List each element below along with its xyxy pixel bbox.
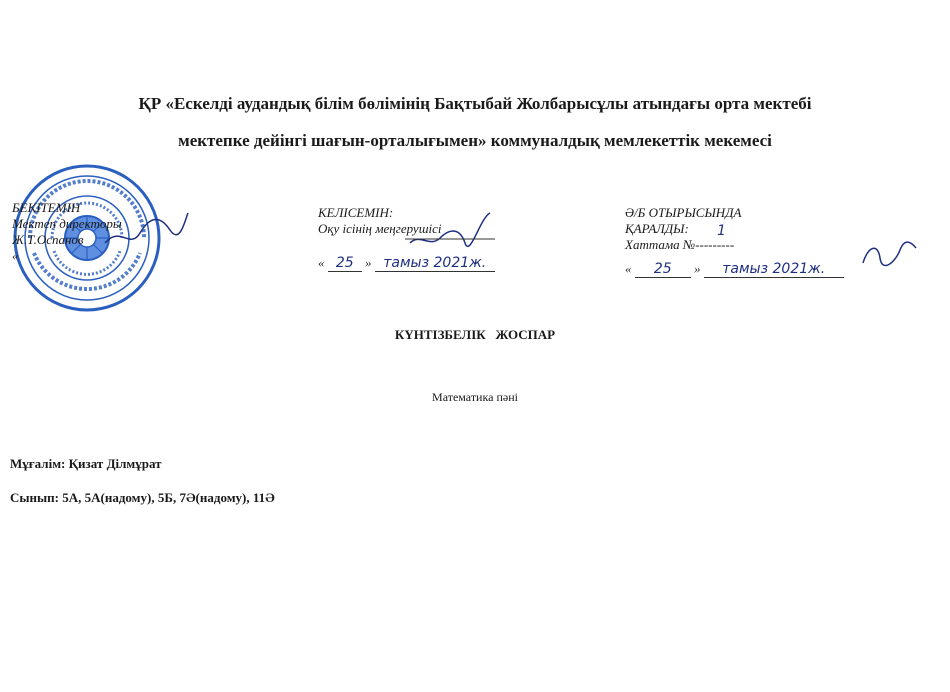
approve-name: Ж.Т.Оспанов	[12, 232, 84, 247]
meeting-block	[625, 205, 844, 278]
meeting-title: Ә/Б ОТЫРЫСЫНДА	[625, 205, 742, 220]
agree-role: Оқу ісінің меңгерушісі	[318, 221, 442, 236]
header-line-1: ҚР «Ескелді аудандық білім бөлімінің Бақтыбай Жолбарысұлы атындағы орта мектебі	[138, 94, 812, 113]
agree-day: 25	[328, 255, 362, 272]
approve-title: БЕКІТЕМІН	[12, 200, 81, 215]
header-line-2: мектепке дейінгі шағын-орталығымен» коммуналдық мемлекеттік мекемесі	[178, 131, 772, 150]
agree-date: « 25 » тамыз 2021ж.	[318, 255, 495, 272]
approve-role: Мектеп директоры	[12, 216, 122, 231]
meeting-day: 25	[635, 261, 691, 278]
director-signature	[100, 205, 190, 255]
document-title: КҮНТІЗБЕЛІК ЖОСПАР	[394, 327, 556, 342]
meeting-signature	[860, 238, 920, 268]
teacher-name: Мұғалім: Қизат Ділмұрат	[10, 456, 162, 471]
agree-title: КЕЛІСЕМІН:	[318, 205, 394, 220]
meeting-subtitle: ҚАРАЛДЫ:	[625, 221, 689, 236]
agree-month-year: тамыз 2021ж.	[375, 255, 495, 272]
meeting-protocol-number: 1	[717, 223, 726, 239]
approve-date-quote: «	[12, 248, 19, 263]
subject-name: Математика пәні	[432, 390, 518, 404]
meeting-protocol: Хаттама №--------- 1	[625, 223, 735, 252]
agree-signature	[405, 208, 495, 253]
meeting-date: « 25 » тамыз 2021ж.	[625, 261, 844, 278]
class-list: Сынып: 5А, 5А(надому), 5Б, 7Ә(надому), 11Ә	[10, 490, 275, 505]
meeting-month-year: тамыз 2021ж.	[704, 261, 844, 278]
